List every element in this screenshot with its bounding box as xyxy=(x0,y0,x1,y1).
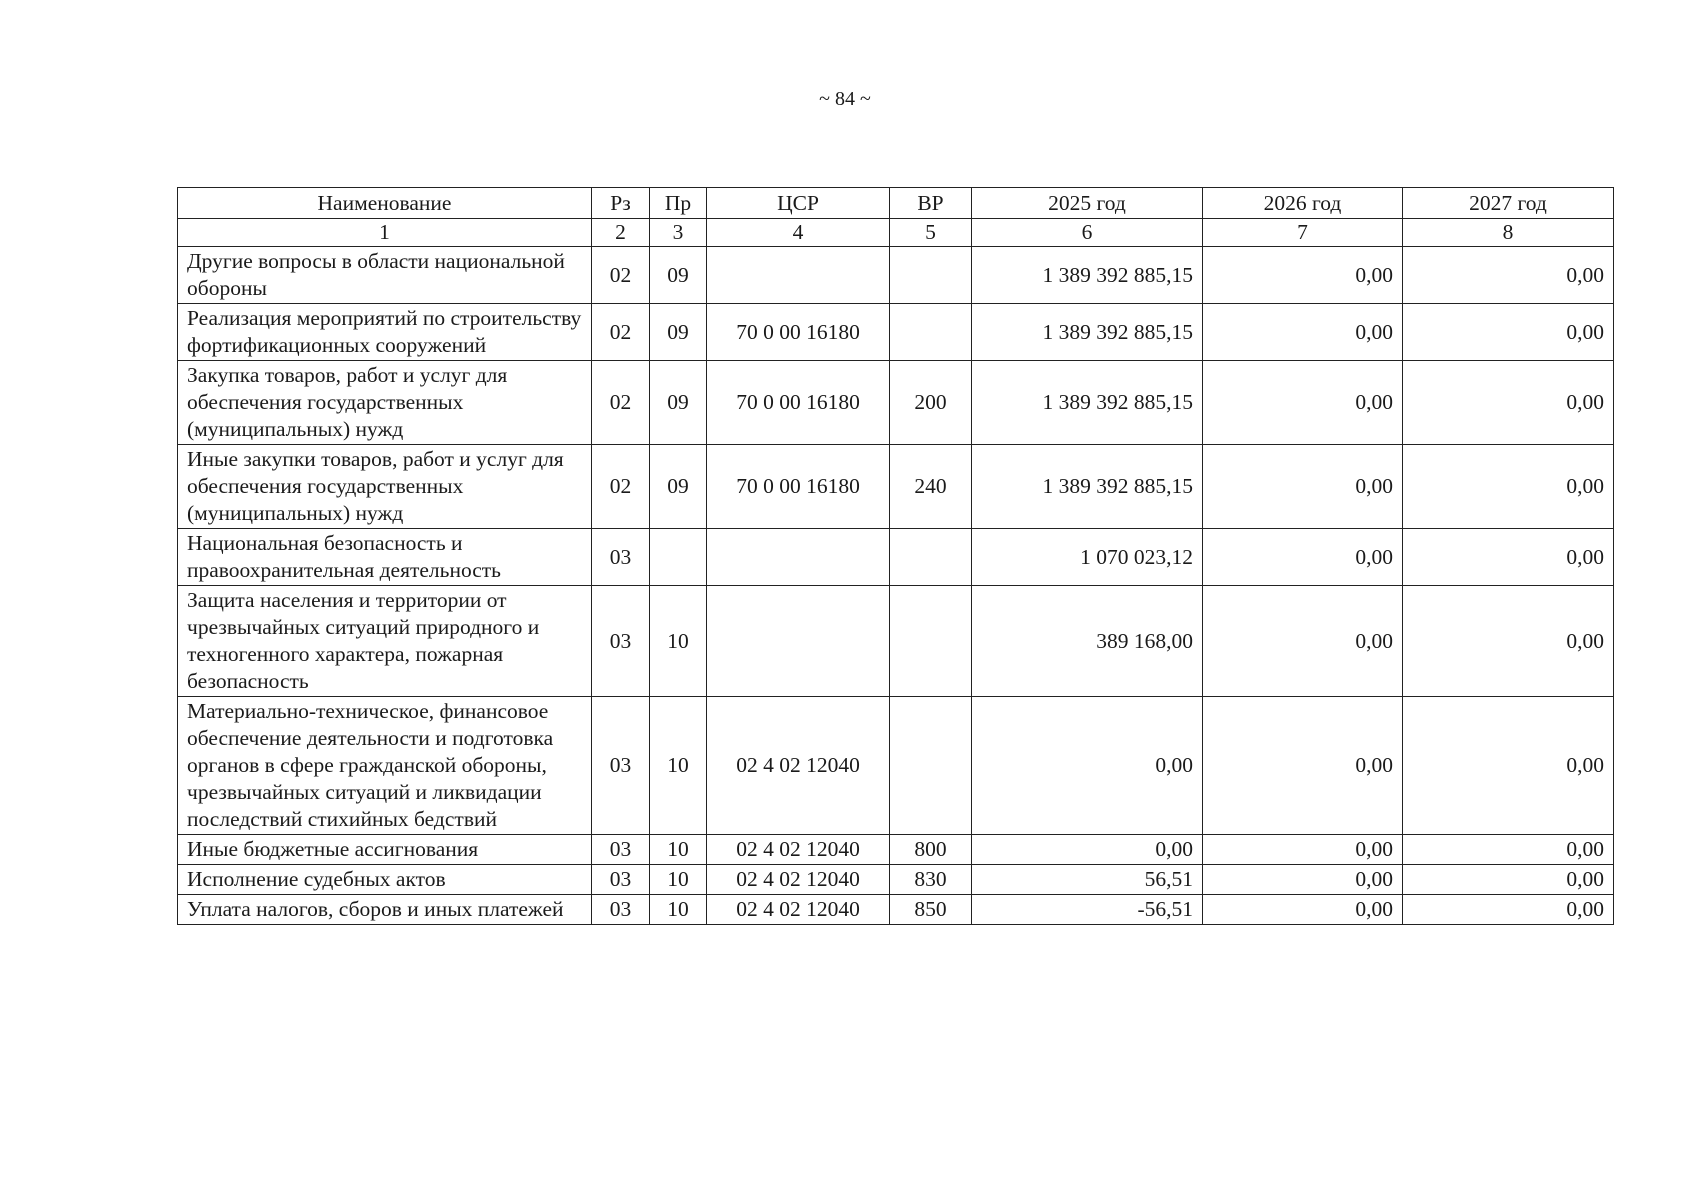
row-2027: 0,00 xyxy=(1403,247,1614,304)
table-row xyxy=(178,865,1614,895)
header-vr: ВР xyxy=(890,188,972,219)
column-index: 8 xyxy=(1403,219,1614,247)
row-vr xyxy=(890,529,972,586)
column-index: 2 xyxy=(592,219,650,247)
table-row xyxy=(178,361,1614,445)
row-csr xyxy=(707,529,890,586)
header-name: Наименование xyxy=(178,188,592,219)
table-row xyxy=(178,835,1614,865)
column-index-row xyxy=(178,219,1614,247)
row-csr: 02 4 02 12040 xyxy=(707,697,890,835)
row-rz: 02 xyxy=(592,361,650,445)
budget-table xyxy=(177,187,1614,925)
header-rz: Рз xyxy=(592,188,650,219)
header-pr: Пр xyxy=(650,188,707,219)
row-2027: 0,00 xyxy=(1403,586,1614,697)
table-row xyxy=(178,895,1614,925)
row-csr xyxy=(707,586,890,697)
row-name: Защита населения и территории от чрезвычайных ситуаций природного и техногенного характера, пожарная безопасность xyxy=(178,586,592,697)
row-2027: 0,00 xyxy=(1403,697,1614,835)
row-2025: 1 389 392 885,15 xyxy=(972,361,1203,445)
row-name: Закупка товаров, работ и услуг для обеспечения государственных (муниципальных) нужд xyxy=(178,361,592,445)
row-vr xyxy=(890,697,972,835)
header-2027: 2027 год xyxy=(1403,188,1614,219)
column-index: 1 xyxy=(178,219,592,247)
row-csr xyxy=(707,247,890,304)
row-vr xyxy=(890,247,972,304)
row-2026: 0,00 xyxy=(1203,445,1403,529)
row-csr: 70 0 00 16180 xyxy=(707,361,890,445)
row-2026: 0,00 xyxy=(1203,586,1403,697)
column-index: 4 xyxy=(707,219,890,247)
row-vr xyxy=(890,586,972,697)
row-2026: 0,00 xyxy=(1203,835,1403,865)
row-vr xyxy=(890,304,972,361)
row-name: Материально-техническое, финансовое обеспечение деятельности и подготовка органов в сфере гражданской обороны, чрезвычайных ситуаций и ликвидации последствий стихийных бедствий xyxy=(178,697,592,835)
row-2027: 0,00 xyxy=(1403,445,1614,529)
page-number: ~ 84 ~ xyxy=(819,88,871,110)
row-rz: 02 xyxy=(592,304,650,361)
row-vr: 200 xyxy=(890,361,972,445)
row-2025: 1 070 023,12 xyxy=(972,529,1203,586)
table-row xyxy=(178,529,1614,586)
table-row xyxy=(178,247,1614,304)
row-2026: 0,00 xyxy=(1203,247,1403,304)
row-name: Национальная безопасность и правоохранительная деятельность xyxy=(178,529,592,586)
row-2025: 1 389 392 885,15 xyxy=(972,247,1203,304)
row-2025: 1 389 392 885,15 xyxy=(972,304,1203,361)
row-pr: 09 xyxy=(650,247,707,304)
row-csr: 02 4 02 12040 xyxy=(707,895,890,925)
row-2025: 0,00 xyxy=(972,697,1203,835)
column-index: 5 xyxy=(890,219,972,247)
row-2027: 0,00 xyxy=(1403,895,1614,925)
column-index: 3 xyxy=(650,219,707,247)
table-row xyxy=(178,304,1614,361)
row-rz: 03 xyxy=(592,865,650,895)
row-name: Другие вопросы в области национальной обороны xyxy=(178,247,592,304)
row-rz: 03 xyxy=(592,586,650,697)
row-name: Реализация мероприятий по строительству фортификационных сооружений xyxy=(178,304,592,361)
row-pr: 09 xyxy=(650,304,707,361)
row-2025: 389 168,00 xyxy=(972,586,1203,697)
row-csr: 70 0 00 16180 xyxy=(707,304,890,361)
column-index: 6 xyxy=(972,219,1203,247)
row-2026: 0,00 xyxy=(1203,697,1403,835)
row-2026: 0,00 xyxy=(1203,865,1403,895)
row-name: Уплата налогов, сборов и иных платежей xyxy=(178,895,592,925)
table-row xyxy=(178,586,1614,697)
row-pr: 10 xyxy=(650,697,707,835)
row-name: Исполнение судебных актов xyxy=(178,865,592,895)
row-2027: 0,00 xyxy=(1403,361,1614,445)
row-pr: 10 xyxy=(650,586,707,697)
row-2025: 1 389 392 885,15 xyxy=(972,445,1203,529)
row-pr xyxy=(650,529,707,586)
row-pr: 10 xyxy=(650,865,707,895)
row-2025: 56,51 xyxy=(972,865,1203,895)
row-vr: 830 xyxy=(890,865,972,895)
column-index: 7 xyxy=(1203,219,1403,247)
row-rz: 02 xyxy=(592,445,650,529)
row-rz: 03 xyxy=(592,835,650,865)
row-2025: -56,51 xyxy=(972,895,1203,925)
row-2026: 0,00 xyxy=(1203,304,1403,361)
table-row xyxy=(178,445,1614,529)
row-rz: 02 xyxy=(592,247,650,304)
row-name: Иные бюджетные ассигнования xyxy=(178,835,592,865)
row-vr: 850 xyxy=(890,895,972,925)
row-csr: 02 4 02 12040 xyxy=(707,835,890,865)
row-rz: 03 xyxy=(592,529,650,586)
row-pr: 09 xyxy=(650,361,707,445)
row-csr: 70 0 00 16180 xyxy=(707,445,890,529)
row-csr: 02 4 02 12040 xyxy=(707,865,890,895)
row-2026: 0,00 xyxy=(1203,361,1403,445)
table-row xyxy=(178,697,1614,835)
row-2027: 0,00 xyxy=(1403,835,1614,865)
row-2027: 0,00 xyxy=(1403,304,1614,361)
row-vr: 800 xyxy=(890,835,972,865)
row-pr: 09 xyxy=(650,445,707,529)
row-pr: 10 xyxy=(650,895,707,925)
row-rz: 03 xyxy=(592,895,650,925)
row-rz: 03 xyxy=(592,697,650,835)
row-vr: 240 xyxy=(890,445,972,529)
header-2026: 2026 год xyxy=(1203,188,1403,219)
row-2027: 0,00 xyxy=(1403,529,1614,586)
header-row xyxy=(178,188,1614,219)
row-name: Иные закупки товаров, работ и услуг для обеспечения государственных (муниципальных) нужд xyxy=(178,445,592,529)
row-2027: 0,00 xyxy=(1403,865,1614,895)
header-2025: 2025 год xyxy=(972,188,1203,219)
row-pr: 10 xyxy=(650,835,707,865)
row-2025: 0,00 xyxy=(972,835,1203,865)
header-csr: ЦСР xyxy=(707,188,890,219)
row-2026: 0,00 xyxy=(1203,895,1403,925)
row-2026: 0,00 xyxy=(1203,529,1403,586)
